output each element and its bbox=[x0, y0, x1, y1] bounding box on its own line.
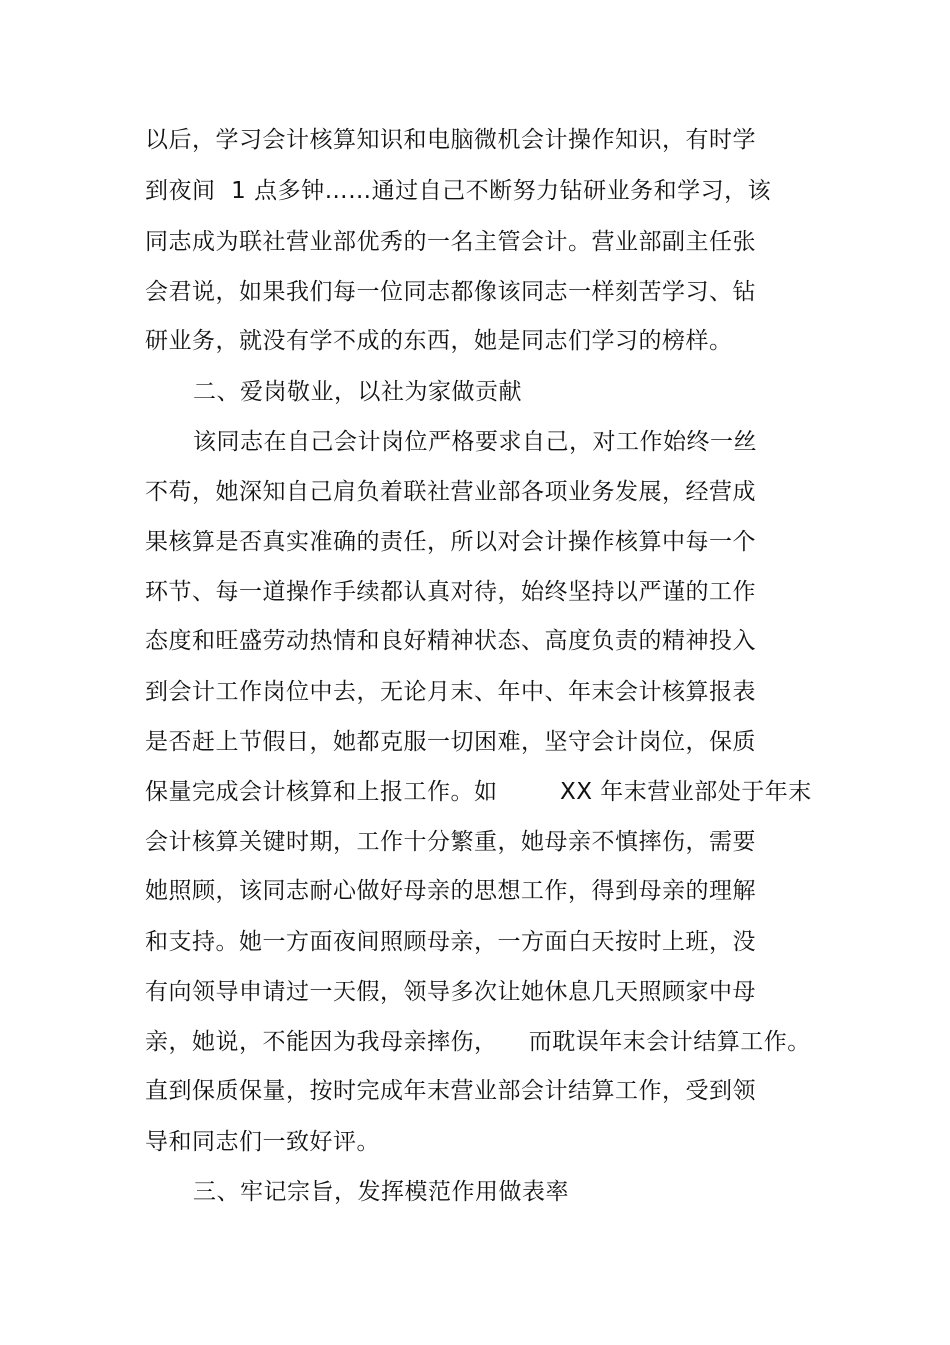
section-heading: 三、牢记宗旨，发挥模范作用做表率 bbox=[193, 1179, 569, 1205]
text-line: 是否赶上节假日，她都克服一切困难，坚守会计岗位，保质 bbox=[145, 729, 756, 755]
text-line: 以后，学习会计核算知识和电脑微机会计操作知识，有时学 bbox=[145, 127, 756, 153]
text-line: 果核算是否真实准确的责任，所以对会计操作核算中每一个 bbox=[145, 529, 756, 555]
text-line: 保量完成会计核算和上报工作。如 XX 年末营业部处于年末 bbox=[145, 779, 812, 805]
text-line: 同志成为联社营业部优秀的一名主管会计。营业部副主任张 bbox=[145, 229, 756, 255]
text-line: 和支持。她一方面夜间照顾母亲，一方面白天按时上班，没 bbox=[145, 929, 756, 955]
text-line: 她照顾，该同志耐心做好母亲的思想工作，得到母亲的理解 bbox=[145, 878, 756, 904]
text-line: 环节、每一道操作手续都认真对待，始终坚持以严谨的工作 bbox=[145, 579, 756, 605]
text-line: 导和同志们一致好评。 bbox=[145, 1129, 380, 1155]
text-line: 不苟，她深知自己肩负着联社营业部各项业务发展，经营成 bbox=[145, 479, 756, 505]
text-line: 会计核算关键时期，工作十分繁重，她母亲不慎摔伤，需要 bbox=[145, 829, 756, 855]
text-line: 到夜间 1 点多钟……通过自己不断努力钻研业务和学习，该 bbox=[145, 178, 772, 204]
text-line: 直到保质保量，按时完成年末营业部会计结算工作，受到领 bbox=[145, 1078, 756, 1104]
text-line: 态度和旺盛劳动热情和良好精神状态、高度负责的精神投入 bbox=[145, 628, 756, 654]
text-line: 亲，她说，不能因为我母亲摔伤， 而耽误年末会计结算工作。 bbox=[145, 1029, 811, 1055]
text-line: 研业务，就没有学不成的东西，她是同志们学习的榜样。 bbox=[145, 328, 733, 354]
text-line: 有向领导申请过一天假，领导多次让她休息几天照顾家中母 bbox=[145, 979, 756, 1005]
text-line: 会君说，如果我们每一位同志都像该同志一样刻苦学习、钻 bbox=[145, 279, 756, 305]
text-line: 到会计工作岗位中去，无论月末、年中、年末会计核算报表 bbox=[145, 679, 756, 705]
text-line: 该同志在自己会计岗位严格要求自己，对工作始终一丝 bbox=[193, 429, 757, 455]
section-heading: 二、爱岗敬业，以社为家做贡献 bbox=[193, 379, 522, 405]
